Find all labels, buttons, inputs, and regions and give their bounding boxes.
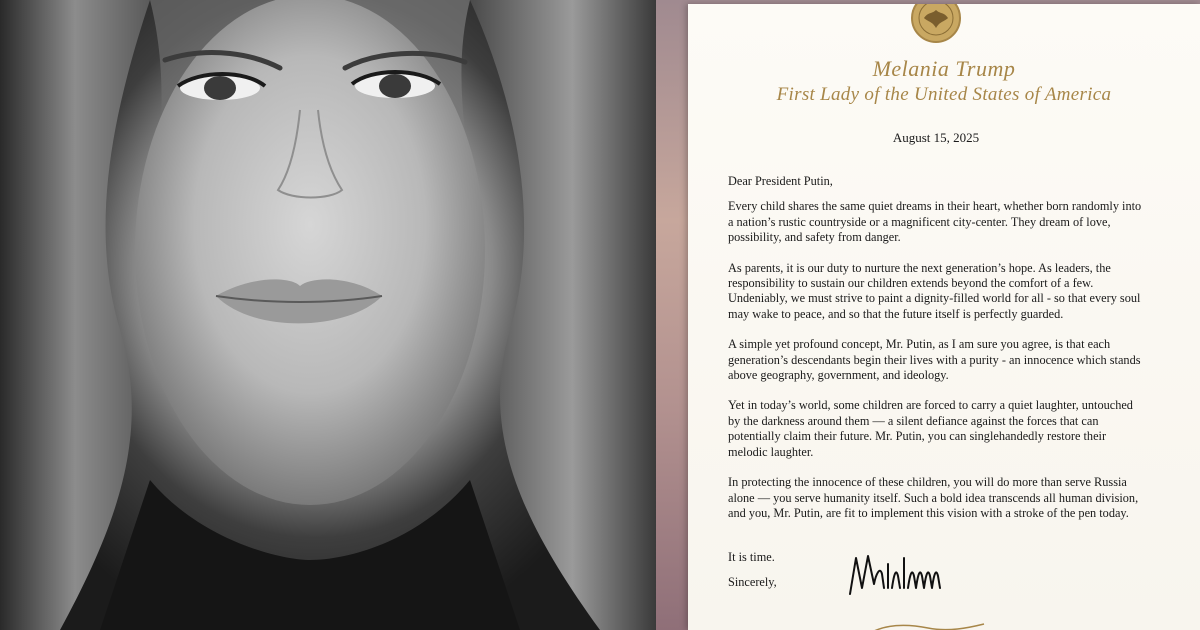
footer-letterhead-mark — [868, 620, 988, 630]
letter-sign-off: Sincerely, — [728, 575, 777, 589]
letter-paragraph-1: Every child shares the same quiet dreams in their heart, whether born randomly into a nation’s rustic countryside or a magnificent city-center. They dream of love, possibility, and safety from danger. — [728, 199, 1142, 245]
letter-body — [728, 174, 1148, 536]
presidential-seal-icon — [904, 4, 968, 44]
letter-closing-line: It is time. — [728, 550, 775, 564]
letter-paragraph-4: Yet in today’s world, some children are forced to carry a quiet laughter, untouched by the darkness around them — a silent defiance against the forces that can potentially claim their future. Mr. Putin, you can singlehandedly restore their melodic laughter. — [728, 398, 1133, 459]
letter-paragraph-5: In protecting the innocence of these children, you will do more than serve Russia alone — you serve humanity itself. Such a bold idea transcends all human division, and you, Mr. Putin, are fit to implement this vision with a stroke of the pen today. — [728, 475, 1139, 520]
letter-page — [688, 4, 1200, 630]
handwritten-signature — [846, 544, 950, 600]
letterhead-title: First Lady of the United States of America — [776, 84, 1112, 105]
letter-closing — [728, 550, 777, 590]
letterhead-name: Melania Trump — [872, 56, 1016, 81]
letter-salutation: Dear President Putin, — [728, 174, 833, 188]
letter-paragraph-2: As parents, it is our duty to nurture the next generation’s hope. As leaders, the responsibility to sustain our children extends beyond the comfort of a few. Undeniably, we must strive to paint a dignity-filled world for all - so that every soul may wake to peace, and so that the future itself is perfectly guarded. — [728, 260, 1141, 321]
letter-paragraph-3: A simple yet profound concept, Mr. Putin, as I am sure you agree, is that each generation’s descendants begin their lives with a purity - an innocence which stands above geography, government, and ideology. — [728, 337, 1141, 383]
letter-date: August 15, 2025 — [892, 130, 980, 145]
